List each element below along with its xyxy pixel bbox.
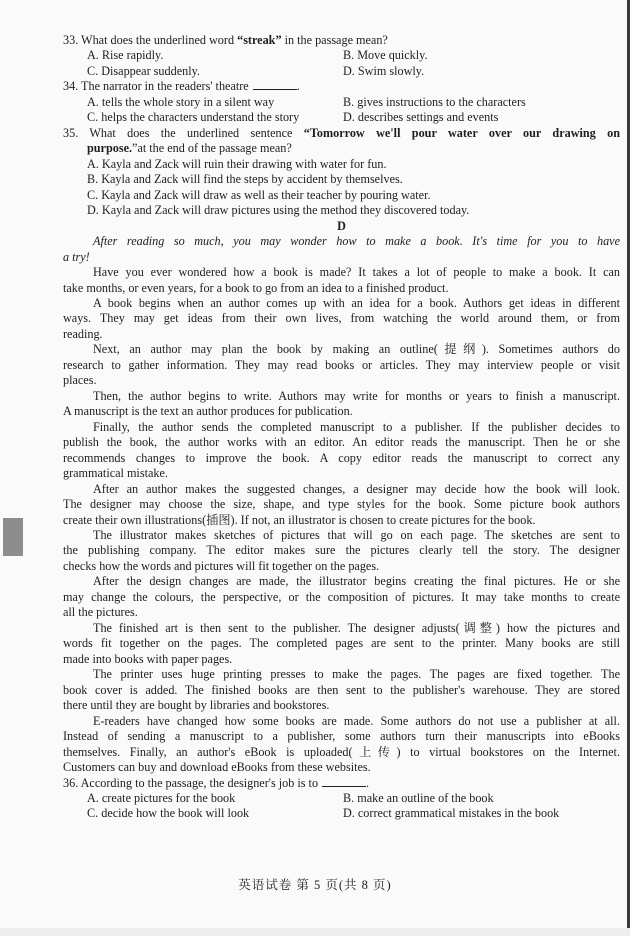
q36-options-row (63, 806, 620, 821)
paragraph-line: Then, the author begins to write. Authors may write for months or years to finish a manuscript. (93, 388, 620, 403)
option-d: D. Kayla and Zack will draw pictures using the method they discovered today. (87, 203, 470, 218)
q36-options-row (63, 791, 620, 806)
passage-body (63, 265, 620, 775)
paragraph-line: made into books with paper pages. (63, 651, 233, 666)
paragraph-line: create their own illustrations(插图). If not, an illustrator is chosen to create pictures for the book. (63, 512, 536, 527)
paragraph-line: themselves. Finally, an author's eBook is uploaded(上传) to virtual bookstores on the Internet. (63, 744, 620, 759)
question-34: 34. The narrator in the readers' theatre . (63, 79, 300, 94)
paragraph-line: Finally, the author sends the completed manuscript to a publisher. If the publisher decides to (93, 419, 620, 434)
option-a: A. create pictures for the book (87, 790, 236, 805)
option-b: B. make an outline of the book (343, 790, 494, 805)
option-c: C. decide how the book will look (87, 806, 250, 821)
paragraph-line: After an author makes the suggested changes, a designer may decide how the book will look. (93, 481, 620, 496)
q35-stem-end: ”at the end of the passage mean? (132, 141, 292, 156)
q34-options-row (63, 95, 620, 110)
paragraph-line: Customers can buy and download eBooks from these websites. (63, 760, 371, 775)
paragraph-line: Next, an author may plan the book by making an outline(提纲). Sometimes authors do (93, 342, 620, 357)
q34-stem: 34. The narrator in the readers' theatre (63, 79, 249, 94)
section-heading: D (337, 218, 346, 233)
option-c: C. Kayla and Zack will draw as well as their teacher by pouring water. (87, 187, 431, 202)
binding-tab-mark (3, 518, 23, 556)
paragraph-line: Instead of sending a manuscript to a publisher, some authors turn their manuscripts into eBooks (63, 729, 620, 744)
paragraph-line: reading. (63, 326, 103, 341)
q35-quote: “Tomorrow we'll pour water over our drawing on (303, 125, 620, 140)
answer-blank (322, 776, 366, 787)
page-footer: 英语试卷 第 5 页(共 8 页) (238, 878, 392, 892)
exam-page (63, 33, 620, 822)
paragraph-line: A book begins when an author comes up with an idea for a book. Authors get ideas in different (93, 295, 620, 310)
option-c: C. Disappear suddenly. (87, 63, 200, 78)
question-33 (63, 33, 620, 48)
passage-intro: After reading so much, you may wonder how to make a book. It's time for you to have (93, 234, 620, 249)
paragraph-line: ways. They may get ideas from their own lives, from watching the world around them, or from (63, 311, 620, 326)
paragraph-line: recommends changes to improve the book. A copy editor reads the manuscript to correct any (63, 450, 620, 465)
question-36: 36. According to the passage, the designer's job is to . (63, 775, 370, 790)
paragraph-line: After the design changes are made, the illustrator begins creating the final pictures. He or she (93, 574, 620, 589)
q33-stem: 33. What does the underlined word (63, 33, 238, 47)
paragraph-line: A manuscript is the text an author produces for publication. (63, 404, 353, 419)
option-b: B. Move quickly. (343, 48, 428, 63)
paragraph-line: all the pictures. (63, 605, 138, 620)
option-d: D. correct grammatical mistakes in the book (343, 806, 560, 821)
paragraph-line: checks how the words and pictures will fit together on the pages. (63, 558, 380, 573)
paragraph-line: The printer uses huge printing presses to make the pages. The pages are fixed together. The (93, 667, 620, 682)
paragraph-line: may change the colours, the perspective, or the composition of pictures. It may take months to create (63, 589, 620, 604)
paragraph-line: book cover is added. The finished books are then sent to the publisher's warehouse. They are stored (63, 682, 620, 697)
paragraph-line: the publishing company. The editor makes sure the pictures clearly tell the story. The designer (63, 543, 620, 558)
q33-options-row (63, 48, 620, 63)
q35-stem: 35. What does the underlined sentence (63, 125, 304, 140)
option-c: C. helps the characters understand the story (87, 110, 300, 125)
passage-intro: a try! (63, 249, 90, 264)
paragraph-line: words fit together on the pages. The completed pages are sent to the printer. Many books are still (63, 636, 620, 651)
paragraph-line: E-readers have changed how some books are made. Some authors do not use a publisher at all. (93, 713, 620, 728)
option-b: B. Kayla and Zack will find the steps by accident by themselves. (87, 172, 403, 187)
paragraph-line: The designer may choose the size, shape, and type styles for the book. Some picture book authors (63, 497, 620, 512)
q36-stem: 36. According to the passage, the designer's job is to (63, 775, 319, 790)
paragraph-line: The illustrator makes sketches of pictures that will go on each page. The sketches are sent to (93, 528, 620, 542)
question-35-cont (63, 141, 620, 156)
q33-options-row (63, 64, 620, 79)
paragraph-line: research to gather information. They may read books or articles. They may interview people or visit (63, 357, 620, 372)
q35-quote-end: purpose. (87, 141, 133, 156)
paragraph-line: there until they are bought by libraries and bookstores. (63, 698, 330, 713)
q33-stem-end: in the passage mean? (281, 33, 388, 47)
paragraph-line: take months, or even years, for a book to go from an idea to a finished product. (63, 280, 449, 295)
option-a: A. Rise rapidly. (87, 48, 164, 63)
paragraph-line: publish the book, the author works with an editor. An editor reads the manuscript. Then he or she (63, 435, 620, 450)
q33-keyword: “streak” (237, 33, 282, 47)
paragraph-line: The finished art is then sent to the publisher. The designer adjusts(调整) how the pictures and (93, 620, 620, 635)
option-d: D. describes settings and events (343, 110, 499, 125)
paragraph-line: places. (63, 373, 97, 388)
paragraph-line: grammatical mistake. (63, 466, 168, 481)
option-d: D. Swim slowly. (343, 63, 425, 78)
option-b: B. gives instructions to the characters (343, 94, 526, 109)
answer-blank (253, 79, 297, 90)
question-35 (63, 126, 620, 141)
scan-background (0, 928, 630, 936)
paragraph-line: Have you ever wondered how a book is made? It takes a lot of people to make a book. It can (93, 265, 620, 280)
option-a: A. tells the whole story in a silent way (87, 94, 275, 109)
q34-options-row (63, 110, 620, 125)
option-a: A. Kayla and Zack will ruin their drawing with water for fun. (87, 156, 387, 171)
